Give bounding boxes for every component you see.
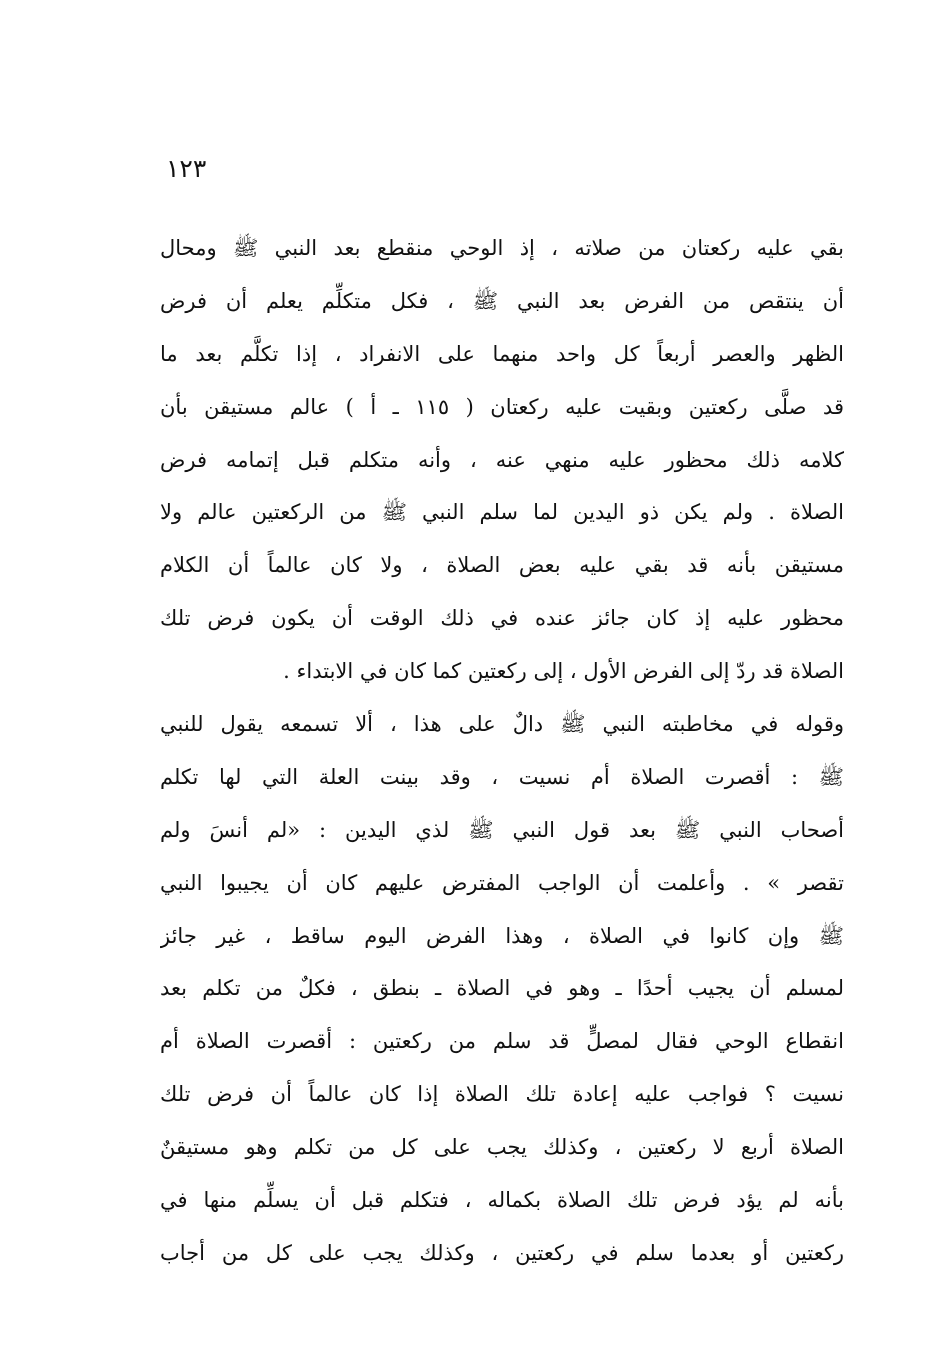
text-line: انقطاع الوحي فقال لمصلٍّ قد سلم من ركعتين : أقصرت الصلاة أم — [160, 1029, 844, 1054]
body-text — [160, 222, 844, 1280]
text-line: تقصر » . وأعلمت أن الواجب المفترض عليهم كان أن يجيبوا النبي — [160, 870, 844, 895]
text-line: أن ينتقص من الفرض بعد النبي ﷺ ، فكل متكلِّم يعلم أن فرض — [160, 288, 844, 313]
text-line: قد صلَّى ركعتين وبقيت عليه ركعتان ( ١١٥ ـ أ ) عالم مستيقن بأن — [160, 394, 844, 419]
text-line: بأنه لم يؤد فرض تلك الصلاة بكماله ، فتكلم قبل أن يسلِّم منها في — [160, 1188, 844, 1213]
text-line: الصلاة . ولم يكن ذو اليدين لما سلم النبي ﷺ من الركعتين عالم ولا — [160, 500, 844, 525]
text-line: ﷺ : أقصرت الصلاة أم نسيت ، وقد بينت العلة التي لها تكلم — [160, 764, 844, 789]
page-number: ١٢٣ — [166, 154, 207, 183]
text-line: نسيت ؟ فواجب عليه إعادة تلك الصلاة إذا كان عالماً أن فرض تلك — [160, 1082, 844, 1107]
text-line: محظور عليه إذ كان جائز عنده في ذلك الوقت أن يكون فرض تلك — [160, 606, 844, 631]
text-line: لمسلم أن يجيب أحدًا ـ وهو في الصلاة ـ بنطق ، فكلٌ من تكلم بعد — [160, 976, 844, 1001]
text-line: كلامه ذلك محظور عليه منهي عنه ، وأنه متكلم قبل إتمامه فرض — [160, 447, 844, 472]
text-line: ﷺ وإن كانوا في الصلاة ، وهذا الفرض اليوم ساقط ، غير جائز — [160, 923, 844, 948]
text-line: الصلاة قد ردّ إلى الفرض الأول ، إلى ركعتين كما كان في الابتداء . — [283, 659, 844, 684]
text-line: مستيقن بأنه قد بقي عليه بعض الصلاة ، ولا كان عالماً أن الكلام — [160, 553, 844, 578]
text-line: الصلاة أربع لا ركعتين ، وكذلك يجب على كل من تكلم وهو مستيقنٌ — [160, 1135, 844, 1160]
text-line: الظهر والعصر أربعاً كل واحد منهما على الانفراد ، إذا تكلَّم بعد ما — [160, 341, 844, 366]
text-line: وقوله في مخاطبته النبي ﷺ دالٌ على هذا ، ألا تسمعه يقول للنبي — [160, 712, 844, 737]
text-line: بقي عليه ركعتان من صلاته ، إذ الوحي منقطع بعد النبي ﷺ ومحال — [160, 236, 844, 260]
text-line: ركعتين أو بعدما سلم في ركعتين ، وكذلك يجب على كل من أجاب — [160, 1240, 844, 1265]
text-line: أصحاب النبي ﷺ بعد قول النبي ﷺ لذي اليدين : «لم أنسَ ولم — [160, 817, 844, 842]
